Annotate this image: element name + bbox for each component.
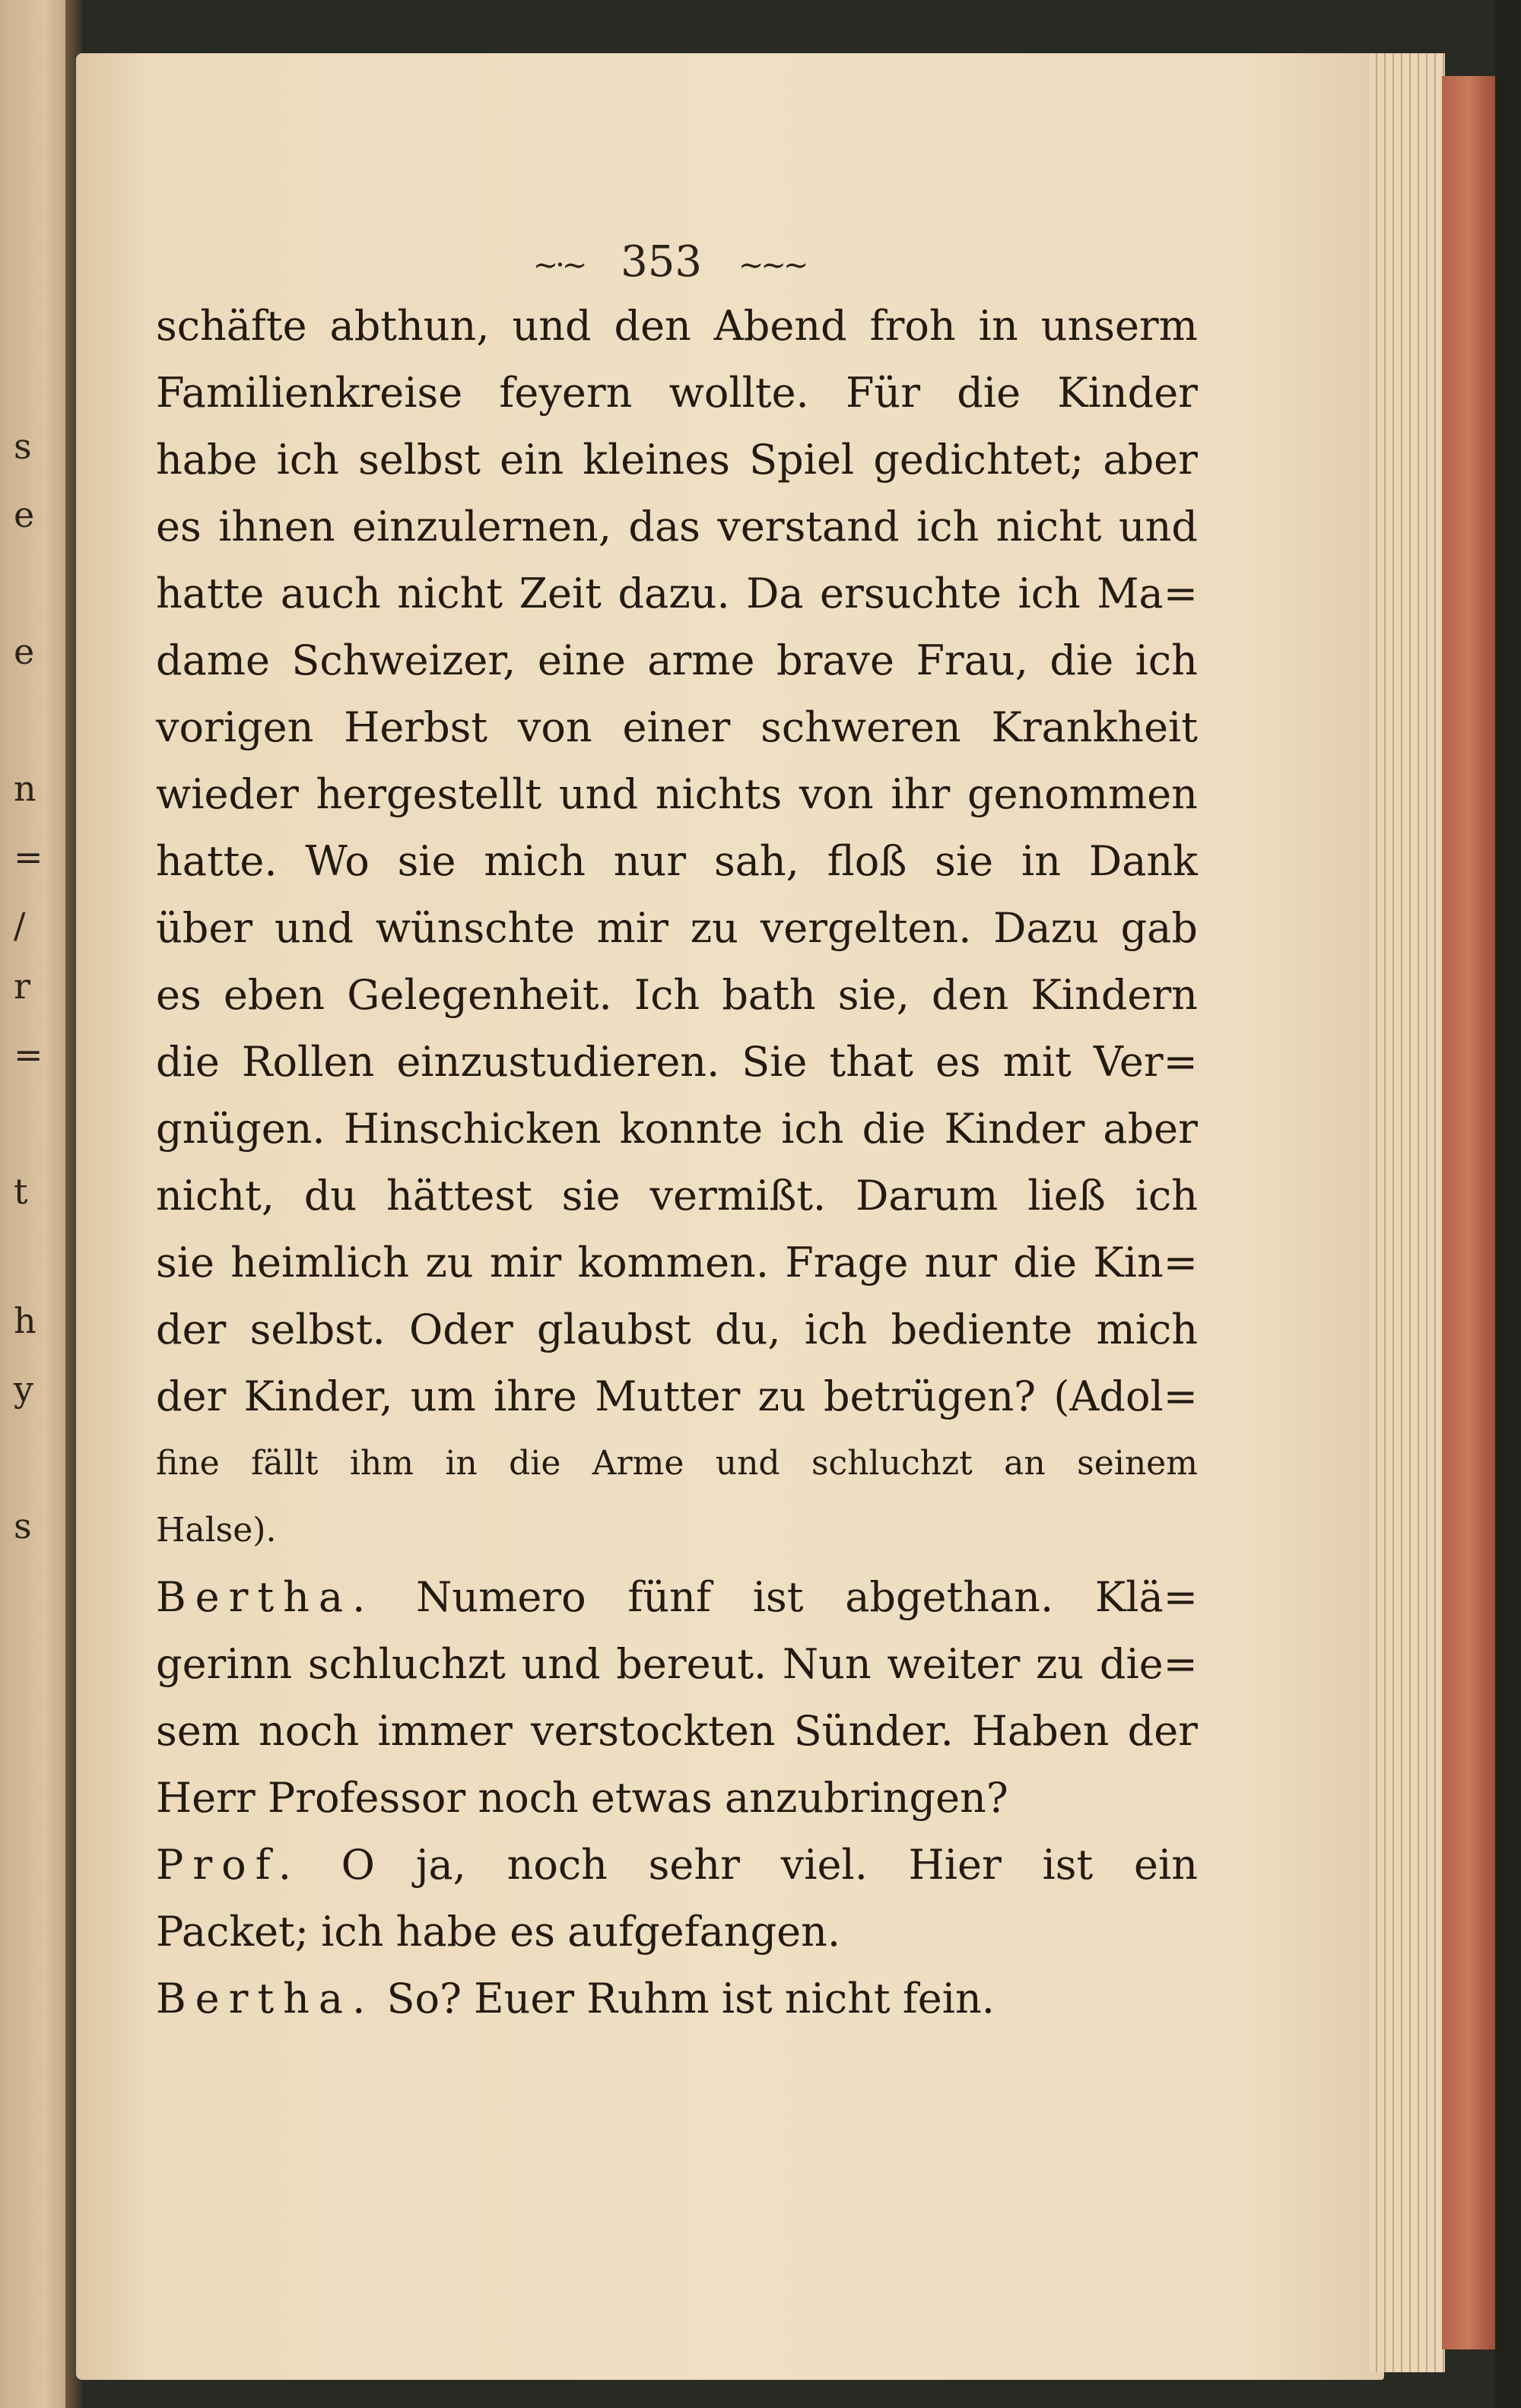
word: Dank bbox=[1088, 837, 1198, 885]
word: hatte bbox=[156, 569, 265, 617]
word: die= bbox=[1099, 1640, 1198, 1688]
word: So? bbox=[386, 1975, 462, 2023]
word: Frau, bbox=[916, 636, 1028, 684]
left-margin-char: s bbox=[14, 1505, 32, 1547]
word: einzustudieren. bbox=[396, 1038, 720, 1086]
word: die bbox=[509, 1444, 561, 1483]
text-line bbox=[156, 761, 1198, 828]
text-line bbox=[156, 1899, 1198, 1965]
word: floß bbox=[827, 837, 907, 885]
word: immer bbox=[377, 1707, 513, 1755]
word: ihre bbox=[494, 1372, 577, 1420]
word: mir bbox=[596, 904, 668, 952]
body-text bbox=[156, 293, 1198, 2032]
word: Wo bbox=[305, 837, 370, 885]
word: gab bbox=[1120, 904, 1198, 952]
word: nicht bbox=[397, 569, 503, 617]
left-margin-char: n bbox=[14, 768, 37, 809]
word: Kinder bbox=[1057, 369, 1198, 417]
word: wieder bbox=[156, 770, 299, 818]
word: ich bbox=[804, 1306, 868, 1353]
word: ein bbox=[1133, 1841, 1198, 1889]
word: Hier bbox=[908, 1841, 1002, 1889]
word: an bbox=[1004, 1444, 1046, 1483]
word: es bbox=[935, 1038, 981, 1086]
text-line bbox=[156, 895, 1198, 962]
word: ja, bbox=[415, 1841, 466, 1889]
word: abgethan. bbox=[845, 1573, 1054, 1621]
word: Oder bbox=[409, 1306, 513, 1353]
word: Frage bbox=[785, 1239, 909, 1286]
word: aber bbox=[1103, 436, 1198, 484]
word: den bbox=[932, 971, 1009, 1019]
word: viel. bbox=[780, 1841, 868, 1889]
book-cover-edge bbox=[1442, 76, 1495, 2349]
word: ich bbox=[1135, 1172, 1198, 1220]
word: ein bbox=[500, 436, 564, 484]
word: nicht bbox=[995, 503, 1102, 550]
word: Bertha. bbox=[156, 1573, 375, 1621]
word: glaubst bbox=[536, 1306, 691, 1353]
word: der bbox=[156, 1306, 227, 1353]
page-header bbox=[472, 228, 867, 297]
word: sie bbox=[397, 837, 456, 885]
left-margin-char: = bbox=[14, 1034, 43, 1075]
word: kommen. bbox=[577, 1239, 769, 1286]
word: du, bbox=[715, 1306, 781, 1353]
word: betrügen? bbox=[824, 1372, 1037, 1420]
word: abthun, bbox=[329, 302, 490, 350]
word: ist bbox=[1042, 1841, 1094, 1889]
text-line bbox=[156, 360, 1198, 427]
word: Packet; bbox=[156, 1908, 309, 1956]
word: eben bbox=[223, 971, 325, 1019]
word: die bbox=[1013, 1239, 1078, 1286]
word: zu bbox=[425, 1239, 474, 1286]
header-ornament-left: ~·~ bbox=[532, 247, 585, 283]
word: unserm bbox=[1040, 302, 1198, 350]
word: sem bbox=[156, 1707, 240, 1755]
word: sah, bbox=[713, 837, 799, 885]
word: anzubringen? bbox=[724, 1774, 1008, 1822]
word: dazu. bbox=[618, 569, 730, 617]
word: Ma= bbox=[1097, 569, 1198, 617]
word: der bbox=[1127, 1707, 1198, 1755]
word: schweren bbox=[760, 703, 961, 751]
word: ihr bbox=[891, 770, 951, 818]
word: ihnen bbox=[218, 503, 335, 550]
word: Rollen bbox=[241, 1038, 375, 1086]
word: einer bbox=[622, 703, 731, 751]
dialogue-line bbox=[156, 1564, 1198, 1631]
stage-direction-line bbox=[156, 1430, 1198, 1497]
word: wünschte bbox=[375, 904, 575, 952]
background-right bbox=[1495, 0, 1521, 2408]
text-line bbox=[156, 560, 1198, 627]
word: auch bbox=[280, 569, 381, 617]
left-margin-char: t bbox=[14, 1171, 28, 1212]
word: noch bbox=[506, 1841, 608, 1889]
word: Sie bbox=[741, 1038, 808, 1086]
word: die bbox=[862, 1105, 926, 1153]
word: verstockten bbox=[530, 1707, 776, 1755]
text-line bbox=[156, 1029, 1198, 1096]
word: that bbox=[829, 1038, 913, 1086]
word: nicht, bbox=[156, 1172, 275, 1220]
word: ich bbox=[321, 1908, 384, 1956]
word: Halse). bbox=[156, 1511, 277, 1550]
word: einzulernen, bbox=[352, 503, 612, 550]
word: vergelten. bbox=[760, 904, 972, 952]
word: hatte. bbox=[156, 837, 278, 885]
word: Kindern bbox=[1030, 971, 1198, 1019]
word: Sünder. bbox=[793, 1707, 954, 1755]
word: um bbox=[410, 1372, 476, 1420]
word: es bbox=[156, 503, 202, 550]
word: und bbox=[274, 904, 354, 952]
text-line bbox=[156, 293, 1198, 360]
dialogue-line bbox=[156, 1832, 1198, 1899]
word: Bertha. bbox=[156, 1975, 375, 2023]
word: Klä= bbox=[1094, 1573, 1198, 1621]
word: und bbox=[512, 302, 592, 350]
word: eine bbox=[537, 636, 626, 684]
word: sie bbox=[156, 1239, 214, 1286]
text-line bbox=[156, 828, 1198, 895]
word: gnügen. bbox=[156, 1105, 325, 1153]
word: fällt bbox=[251, 1444, 319, 1483]
word: fine bbox=[156, 1444, 220, 1483]
word: O bbox=[341, 1841, 375, 1889]
word: habe bbox=[395, 1908, 498, 1956]
word: die bbox=[156, 1038, 220, 1086]
dialogue-line bbox=[156, 1965, 1198, 2032]
word: dame bbox=[156, 636, 270, 684]
text-line bbox=[156, 1296, 1198, 1363]
word: du bbox=[303, 1172, 357, 1220]
word: Hinschicken bbox=[343, 1105, 602, 1153]
left-margin-char: e bbox=[14, 631, 35, 672]
text-line bbox=[156, 1163, 1198, 1229]
text-line bbox=[156, 1363, 1198, 1430]
left-margin-char: r bbox=[14, 966, 30, 1007]
word: schäfte bbox=[156, 302, 307, 350]
word: ersuchte bbox=[820, 569, 1002, 617]
word: Numero bbox=[416, 1573, 586, 1621]
word: Familienkreise bbox=[156, 369, 463, 417]
word: vorigen bbox=[156, 703, 314, 751]
text-line bbox=[156, 1229, 1198, 1296]
word: Gelegenheit. bbox=[347, 971, 612, 1019]
text-line bbox=[156, 1765, 1198, 1832]
word: selbst. bbox=[249, 1306, 386, 1353]
word: Schweizer, bbox=[291, 636, 516, 684]
word: Abend bbox=[713, 302, 847, 350]
word: sie, bbox=[837, 971, 910, 1019]
word: Krankheit bbox=[991, 703, 1198, 751]
word: Für bbox=[845, 369, 921, 417]
word: zu bbox=[690, 904, 738, 952]
stage-direction-line bbox=[156, 1497, 1198, 1564]
word: etwas bbox=[590, 1774, 713, 1822]
word: aber bbox=[1103, 1105, 1198, 1153]
text-line bbox=[156, 962, 1198, 1029]
word: aufgefangen. bbox=[567, 1908, 841, 1956]
word: verstand bbox=[717, 503, 900, 550]
word: konnte bbox=[619, 1105, 764, 1153]
word: schluchzt bbox=[811, 1444, 973, 1483]
word: habe bbox=[156, 436, 258, 484]
word: feyern bbox=[499, 369, 633, 417]
left-margin-char: h bbox=[14, 1300, 37, 1341]
word: wollte. bbox=[668, 369, 809, 417]
word: in bbox=[978, 302, 1018, 350]
word: Arme bbox=[592, 1444, 684, 1483]
word: gedichtet; bbox=[873, 436, 1084, 484]
word: bereut. bbox=[616, 1640, 767, 1688]
word: es bbox=[156, 971, 202, 1019]
text-line bbox=[156, 1698, 1198, 1765]
word: von bbox=[799, 770, 874, 818]
word: hergestellt bbox=[316, 770, 542, 818]
word: von bbox=[517, 703, 592, 751]
word: Nun bbox=[782, 1640, 872, 1688]
word: Haben bbox=[971, 1707, 1110, 1755]
word: Dazu bbox=[993, 904, 1099, 952]
word: mir bbox=[489, 1239, 562, 1286]
word: in bbox=[1021, 837, 1062, 885]
word: und bbox=[521, 1640, 601, 1688]
word: Kinder bbox=[944, 1105, 1085, 1153]
word: mit bbox=[1002, 1038, 1072, 1086]
word: arme bbox=[647, 636, 755, 684]
word: ich bbox=[1135, 636, 1198, 684]
text-line bbox=[156, 627, 1198, 694]
word: nichts bbox=[655, 770, 783, 818]
word: Kin= bbox=[1093, 1239, 1198, 1286]
word: Mutter bbox=[595, 1372, 741, 1420]
word: ich bbox=[781, 1105, 844, 1153]
word: und bbox=[1118, 503, 1198, 550]
page-number: 353 bbox=[621, 237, 703, 287]
word: über bbox=[156, 904, 253, 952]
word: Darum bbox=[856, 1172, 999, 1220]
word: ich bbox=[916, 503, 980, 550]
word: ich bbox=[276, 436, 339, 484]
word: es bbox=[510, 1908, 555, 1956]
left-margin-char: / bbox=[14, 905, 26, 946]
header-ornament-right: ~~~ bbox=[738, 247, 806, 283]
word: fein. bbox=[902, 1975, 995, 2023]
word: ließ bbox=[1027, 1172, 1106, 1220]
word: Spiel bbox=[749, 436, 855, 484]
word: ich bbox=[1018, 569, 1081, 617]
word: Herbst bbox=[344, 703, 488, 751]
word: kleines bbox=[583, 436, 730, 484]
word: brave bbox=[776, 636, 894, 684]
word: Herr bbox=[156, 1774, 256, 1822]
word: schluchzt bbox=[307, 1640, 506, 1688]
text-line bbox=[156, 694, 1198, 761]
word: noch bbox=[478, 1774, 579, 1822]
previous-page-edge bbox=[0, 0, 75, 2408]
word: hättest bbox=[386, 1172, 532, 1220]
word: Professor bbox=[267, 1774, 466, 1822]
word: fünf bbox=[627, 1573, 711, 1621]
word: nur bbox=[924, 1239, 997, 1286]
word: Ruhm bbox=[586, 1975, 710, 2023]
word: und bbox=[715, 1444, 780, 1483]
word: zu bbox=[757, 1372, 806, 1420]
word: sie bbox=[561, 1172, 621, 1220]
word: seinem bbox=[1077, 1444, 1198, 1483]
word: weiter bbox=[887, 1640, 1021, 1688]
word: froh bbox=[869, 302, 956, 350]
page-edges bbox=[1369, 53, 1445, 2372]
word: sehr bbox=[648, 1841, 740, 1889]
word: bath bbox=[722, 971, 816, 1019]
left-margin-char: = bbox=[14, 836, 43, 877]
word: (Adol= bbox=[1053, 1372, 1198, 1420]
word: bediente bbox=[891, 1306, 1073, 1353]
left-margin-char: s bbox=[14, 426, 32, 467]
word: die bbox=[957, 369, 1021, 417]
word: Ver= bbox=[1093, 1038, 1198, 1086]
word: gerinn bbox=[156, 1640, 293, 1688]
word: in bbox=[445, 1444, 478, 1483]
word: selbst bbox=[358, 436, 481, 484]
word: zu bbox=[1035, 1640, 1084, 1688]
word: die bbox=[1049, 636, 1114, 684]
word: genommen bbox=[967, 770, 1198, 818]
word: Zeit bbox=[519, 569, 602, 617]
word: das bbox=[628, 503, 700, 550]
word: heimlich bbox=[230, 1239, 410, 1286]
word: Euer bbox=[474, 1975, 575, 2023]
word: Ich bbox=[633, 971, 700, 1019]
word: nicht bbox=[784, 1975, 891, 2023]
text-line bbox=[156, 427, 1198, 493]
word: mich bbox=[484, 837, 586, 885]
word: Prof. bbox=[156, 1841, 300, 1889]
word: sie bbox=[935, 837, 994, 885]
word: noch bbox=[258, 1707, 360, 1755]
word: Kinder, bbox=[243, 1372, 393, 1420]
word: ihm bbox=[349, 1444, 414, 1483]
left-margin-char: y bbox=[14, 1369, 33, 1410]
text-line bbox=[156, 1096, 1198, 1163]
word: und bbox=[558, 770, 639, 818]
left-margin-char: e bbox=[14, 494, 35, 535]
word: den bbox=[614, 302, 691, 350]
text-line bbox=[156, 1631, 1198, 1698]
word: ist bbox=[721, 1975, 773, 2023]
word: der bbox=[156, 1372, 227, 1420]
word: ist bbox=[752, 1573, 804, 1621]
text-line bbox=[156, 493, 1198, 560]
word: vermißt. bbox=[649, 1172, 827, 1220]
word: nur bbox=[613, 837, 687, 885]
word: mich bbox=[1096, 1306, 1198, 1353]
word: Da bbox=[746, 569, 804, 617]
